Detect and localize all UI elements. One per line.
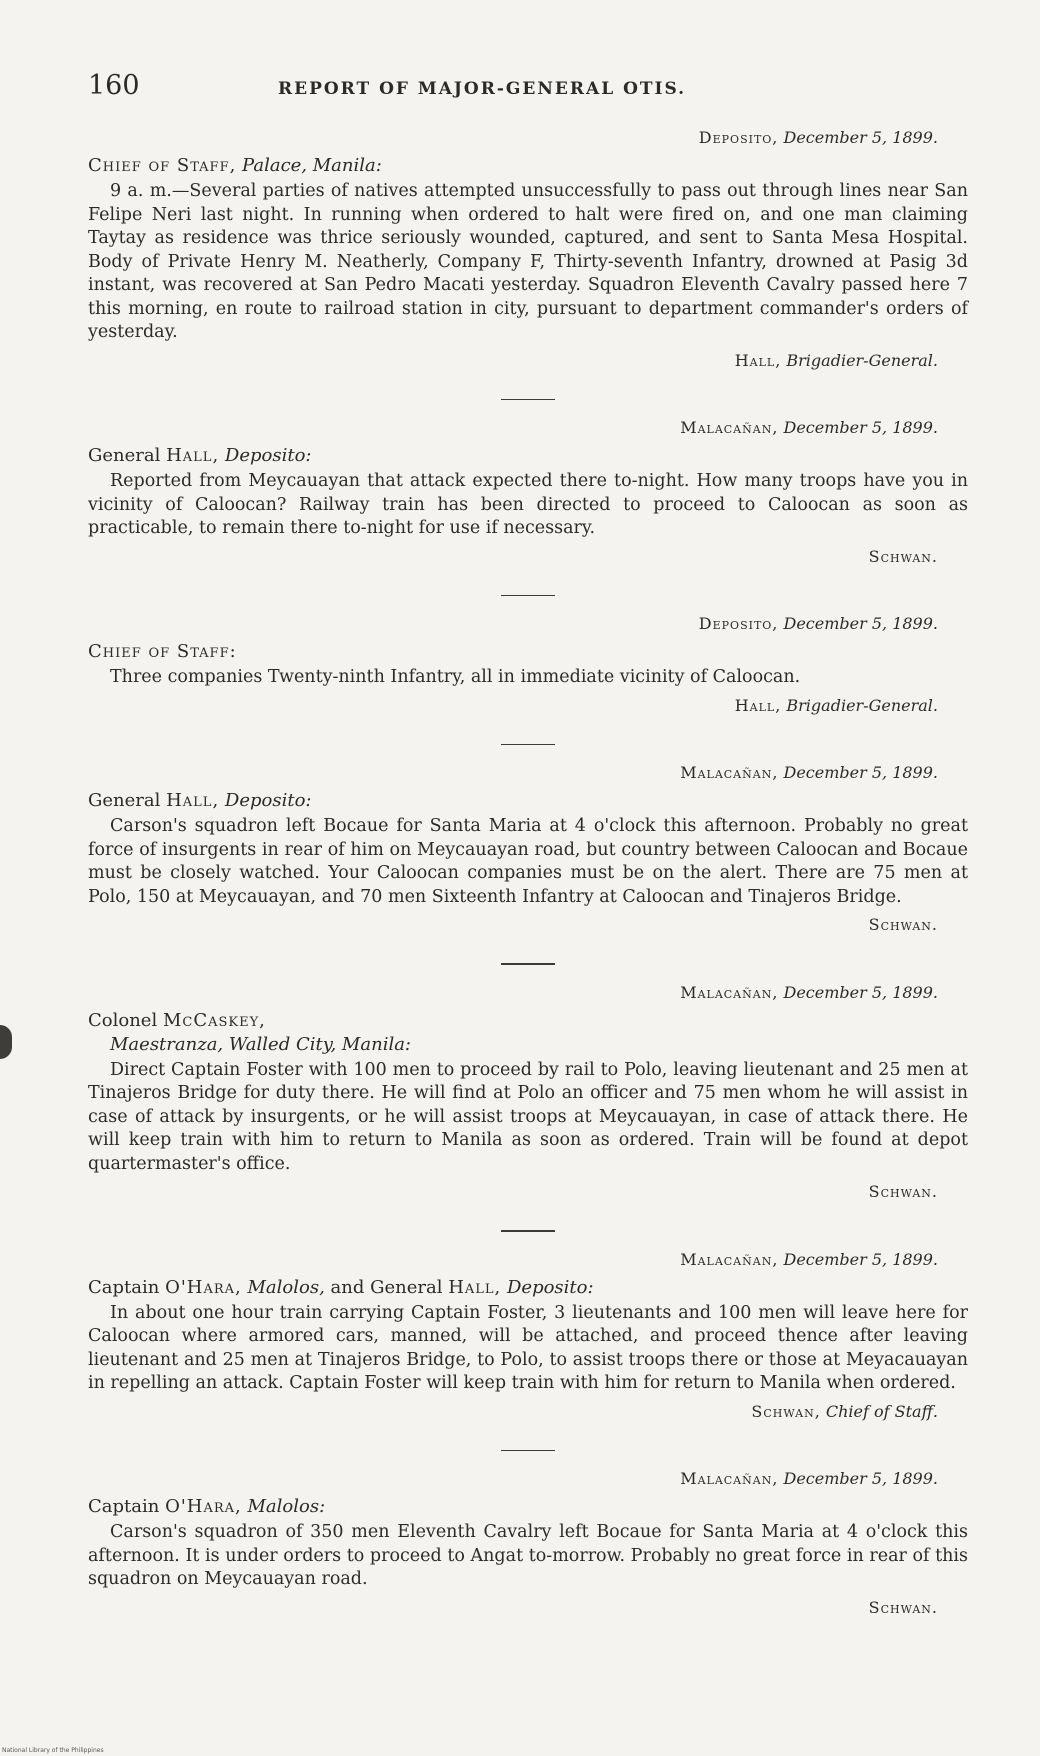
- addressee: [88, 640, 968, 664]
- message: [88, 418, 968, 569]
- addressee-line-2: [88, 1033, 968, 1057]
- text-run: Chief of Staff,: [88, 155, 237, 176]
- text-run: Schwan.: [868, 1597, 938, 1617]
- addressee: [88, 154, 968, 178]
- text-run: McCaskey,: [162, 1009, 266, 1031]
- signature: [88, 694, 968, 718]
- text-run: Captain: [88, 1276, 166, 1298]
- place-date: [88, 418, 968, 440]
- place: Malacañan,: [680, 1249, 779, 1269]
- text-run: Brigadier-General.: [781, 350, 938, 370]
- place-date: [88, 614, 968, 636]
- text-run: O'Hara,: [165, 1496, 242, 1517]
- message: [88, 1469, 968, 1620]
- text-run: Schwan,: [751, 1401, 821, 1421]
- text-run: Deposito:: [219, 445, 312, 466]
- text-run: Schwan.: [868, 546, 938, 566]
- place: Malacañan,: [680, 1469, 779, 1488]
- message-body: Carson's squadron left Bocaue for Santa Maria at 4 o'clock this afternoon. Probably no great force of insurgents in rear of him on Meycauayan road, but country between Caloocan and Bocaue must be closely watched. Your Caloocan companies must be on the alert. There are 75 men at Polo, 150 at Meycauayan, and 70 men Sixteenth Infantry at Caloocan and Tinajeros Bridge.: [88, 816, 968, 907]
- separator-rule: [501, 963, 555, 965]
- date: December 5, 1899.: [783, 1469, 938, 1488]
- place-date: [88, 1250, 968, 1272]
- addressee: [88, 789, 968, 813]
- page-number: 160: [88, 70, 140, 101]
- place-date: [88, 128, 968, 150]
- place-date: [88, 763, 968, 785]
- text-run: O'Hara,: [165, 1276, 242, 1298]
- place: Malacañan,: [680, 763, 779, 782]
- place-date: [88, 983, 968, 1005]
- addressee: [88, 1495, 968, 1519]
- text-run: Schwan.: [868, 1182, 938, 1201]
- text-run: Schwan.: [868, 915, 938, 934]
- text-run: Captain: [88, 1496, 166, 1517]
- message-body: 9 a. m.—Several parties of natives attempted unsuccessfully to pass out through lines near San Felipe Neri last night. In running when ordered to halt were fired on, and one man claiming Taytay as residence was thrice seriously wounded, captured, and sent to Santa Mesa Hospital. Body of Private Henry M. Neatherly, Company F, Thirty-seventh Infantry, drowned at Pasig 3d instant, was recovered at San Pedro Macati yesterday. Squadron Eleventh Cavalry passed here 7 this morning, en route to railroad station in city, pursuant to department commander's orders of yesterday.: [88, 181, 968, 342]
- message-body: Direct Captain Foster with 100 men to proceed by rail to Polo, leaving lieutenant and 25 men at Tinajeros Bridge for duty there. He will find at Polo an officer and 75 men whom he will assist in case of attack by insurgents, or he will assist troops at Meycauayan, in case of attack there. He will keep train with him to return to Manila as soon as ordered. Train will be found at depot quartermaster's office.: [88, 1059, 968, 1174]
- text-run: Deposito:: [219, 790, 312, 811]
- message: [88, 128, 968, 373]
- text-run: and General: [324, 1276, 449, 1298]
- date: December 5, 1899.: [783, 1249, 938, 1269]
- message-body: Reported from Meycauayan that attack expected there to-night. How many troops have you in vicinity of Caloocan? Railway train has been directed to proceed to Caloocan as soon as practicable, to remain there to-night for use if necessary.: [88, 471, 968, 538]
- date: December 5, 1899.: [783, 418, 938, 437]
- place: Malacañan,: [680, 982, 779, 1002]
- running-title: REPORT OF MAJOR-GENERAL OTIS.: [278, 79, 687, 99]
- place: Deposito,: [698, 614, 779, 633]
- text-run: Hall,: [448, 1276, 502, 1298]
- separator-rule: [501, 595, 555, 597]
- text-run: Chief of Staff:: [88, 641, 237, 662]
- message-list: [88, 128, 968, 1620]
- message: [88, 614, 968, 718]
- date: December 5, 1899.: [783, 982, 938, 1002]
- date: December 5, 1899.: [783, 763, 938, 782]
- addressee: [88, 1276, 968, 1300]
- date: December 5, 1899.: [783, 614, 938, 633]
- text-run: Hall,: [734, 350, 782, 370]
- separator-rule: [501, 399, 555, 401]
- message-body: Three companies Twenty-ninth Infantry, all in immediate vicinity of Caloocan.: [110, 667, 801, 687]
- message: [88, 763, 968, 937]
- text-run: Maestranza, Walled City, Manila:: [110, 1033, 411, 1055]
- signature: [88, 1180, 968, 1204]
- addressee: [88, 1009, 968, 1057]
- signature: [88, 349, 968, 373]
- separator-rule: [501, 1230, 555, 1232]
- place-date: [88, 1469, 968, 1491]
- footer-note: National Library of the Philippines: [2, 1747, 104, 1754]
- text-run: Deposito:: [501, 1276, 594, 1298]
- date: December 5, 1899.: [783, 128, 938, 147]
- signature: [88, 913, 968, 937]
- text-run: Chief of Staff.: [820, 1401, 938, 1421]
- text-run: Hall,: [734, 695, 782, 715]
- addressee: [88, 444, 968, 468]
- message: [88, 1250, 968, 1424]
- text-run: Colonel: [88, 1009, 163, 1031]
- separator-rule: [501, 1450, 555, 1452]
- signature: [88, 1400, 968, 1424]
- message: [88, 983, 968, 1205]
- place: Deposito,: [698, 128, 779, 147]
- place: Malacañan,: [680, 418, 779, 437]
- separator-rule: [501, 744, 555, 746]
- text-run: Malolos,: [241, 1276, 325, 1298]
- text-run: Palace, Manila:: [236, 155, 382, 176]
- text-run: General: [88, 790, 167, 811]
- text-run: Hall,: [166, 445, 220, 466]
- signature: [88, 1596, 968, 1620]
- text-run: General: [88, 445, 167, 466]
- running-head: [88, 70, 968, 110]
- text-run: Hall,: [166, 790, 220, 811]
- signature: [88, 545, 968, 569]
- message-body: Carson's squadron of 350 men Eleventh Cavalry left Bocaue for Santa Maria at 4 o'clock this afternoon. It is under orders to proceed to Angat to-morrow. Probably no great force in rear of this squadron on Meycauayan road.: [88, 1522, 968, 1589]
- document-page: [88, 70, 968, 1620]
- ink-blot: [0, 1025, 12, 1059]
- text-run: Brigadier-General.: [781, 695, 938, 715]
- text-run: Malolos:: [241, 1496, 326, 1517]
- message-body: In about one hour train carrying Captain Foster, 3 lieutenants and 100 men will leave here for Caloocan where armored cars, manned, will be attached, and proceed thence after leaving lieutenant and 25 men at Tinajeros Bridge, to Polo, to assist troops there or those at Meyacauayan in repelling an attack. Captain Foster will keep train with him for return to Manila when ordered.: [88, 1302, 968, 1393]
